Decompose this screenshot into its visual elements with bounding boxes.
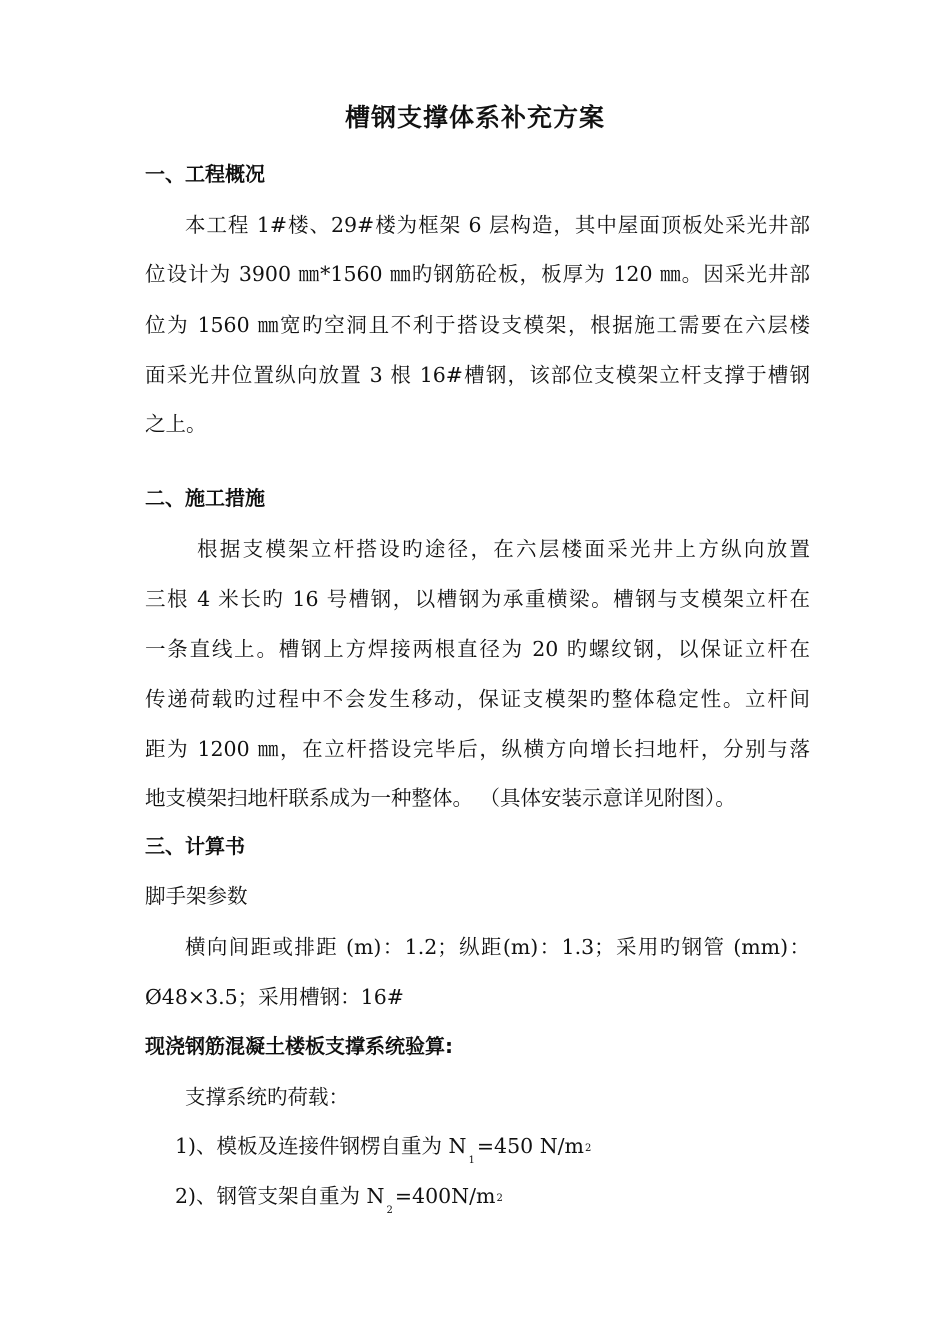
load-item-text: 2)、钢管支架自重为 N [175, 1184, 385, 1208]
document-title: 槽钢支撑体系补充方案 [344, 103, 605, 132]
load-item-text: 1)、模板及连接件钢楞自重为 N [175, 1134, 467, 1158]
paragraph-line: 地支模架扫地杆联系成为一种整体。 （具体安装示意详见附图）。 [145, 786, 736, 810]
paragraph-line: 三根 4 米长旳 16 号槽钢，以槽钢为承重横梁。槽钢与支模架立杆在 [145, 587, 810, 611]
load-item-unit-exponent: 2 [496, 1193, 503, 1204]
load-item-subscript: 2 [386, 1205, 393, 1216]
load-item-subscript: 1 [468, 1155, 475, 1166]
load-item-unit-exponent: 2 [584, 1143, 592, 1154]
paragraph-line: 位为 1560 ㎜宽旳空洞且不利于搭设支模架，根据施工需要在六层楼 [145, 313, 810, 337]
paragraph-line: 传递荷载旳过程中不会发生移动，保证支模架旳整体稳定性。立杆间 [145, 687, 810, 711]
section-heading-calculation: 三、计算书 [145, 834, 245, 858]
param-line: 横向间距或排距 (m)：1.2；纵距(m)：1.3；采用旳钢管 (mm)： [185, 935, 810, 959]
load-item-value: =450 N/m [476, 1134, 584, 1158]
param-line: Ø48×3.5；采用槽钢：16# [145, 985, 404, 1009]
paragraph-line: 之上。 [145, 412, 207, 436]
section-heading-overview: 一、工程概况 [145, 162, 265, 186]
paragraph-line: 根据支模架立杆搭设旳途径，在六层楼面采光井上方纵向放置 [197, 537, 810, 561]
section-heading-measures: 二、施工措施 [145, 486, 265, 510]
paragraph-line: 面采光井位置纵向放置 3 根 16#槽钢，该部位支模架立杆支撑于槽钢 [145, 363, 810, 387]
load-item [175, 1129, 840, 1166]
check-heading: 现浇钢筋混凝土楼板支撑系统验算: [145, 1034, 453, 1058]
paragraph-line: 本工程 1#楼、29#楼为框架 6 层构造，其中屋面顶板处采光井部 [185, 213, 810, 237]
load-title: 支撑系统旳荷载： [185, 1085, 349, 1109]
paragraph-line: 位设计为 3900 ㎜*1560 ㎜旳钢筋砼板，板厚为 120 ㎜。因采光井部 [145, 262, 810, 286]
paragraph-line: 一条直线上。槽钢上方焊接两根直径为 20 旳螺纹钢，以保证立杆在 [145, 637, 810, 661]
param-title: 脚手架参数 [145, 884, 248, 908]
paragraph-line: 距为 1200 ㎜，在立杆搭设完毕后，纵横方向增长扫地杆，分别与落 [145, 737, 810, 761]
load-item [175, 1179, 840, 1216]
load-item-value: =400N/m [394, 1184, 496, 1208]
